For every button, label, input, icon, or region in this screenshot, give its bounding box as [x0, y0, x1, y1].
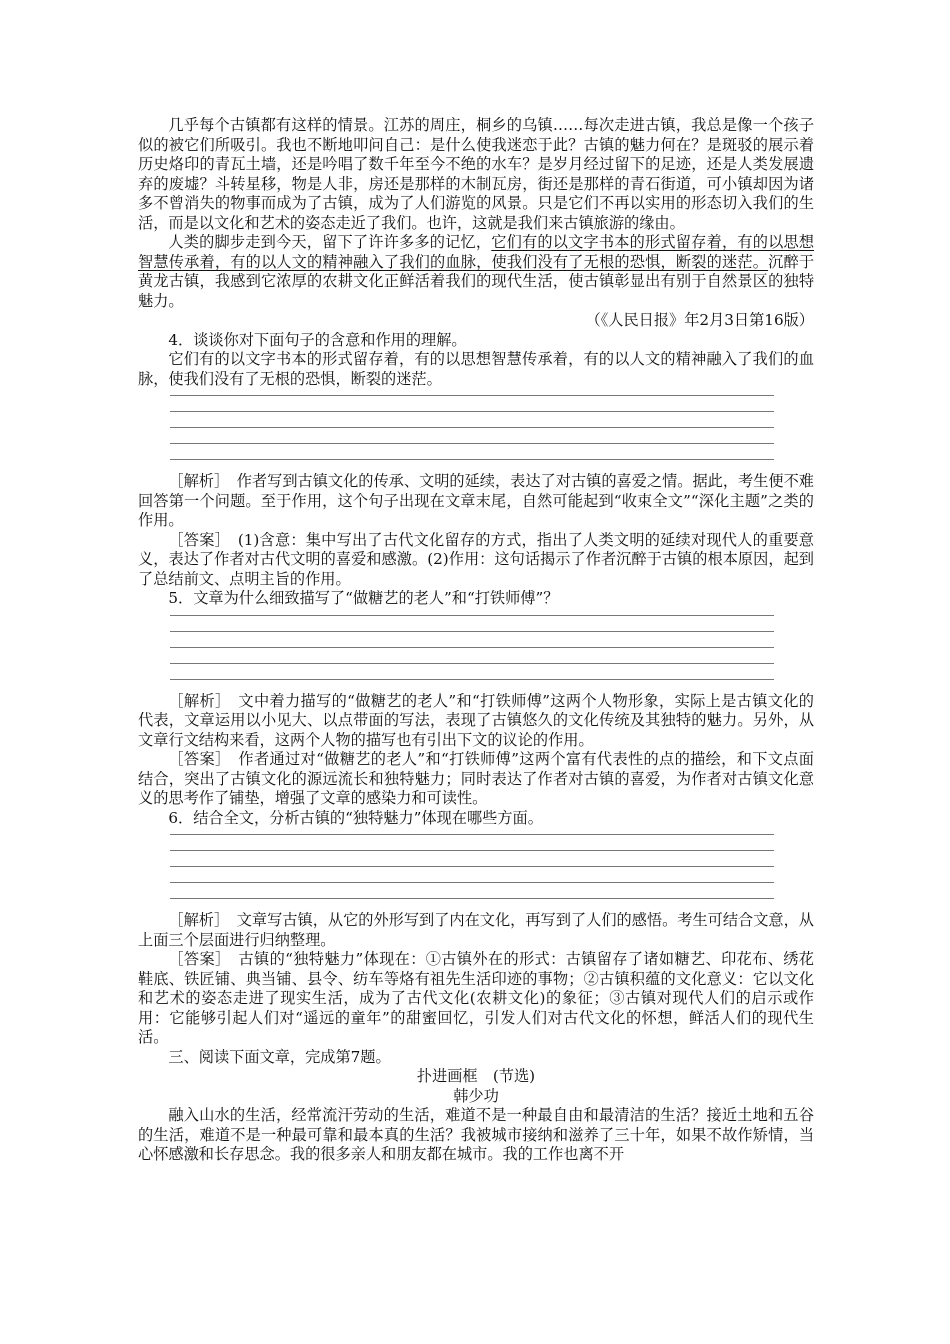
answer-line	[170, 647, 774, 648]
answer-line	[170, 882, 774, 883]
paragraph-2-lead: 人类的脚步走到今天，留下了许许多多的记忆，	[168, 233, 492, 251]
answer-line	[170, 615, 774, 616]
underlined-key-sentence: 它们有的以文字书本的形式留存着，有的以思想智慧传承着，有的以人文的精神融入了我们的血脉，使我们没有了无根的恐惧，断裂的迷茫。	[138, 233, 815, 271]
answer-line	[170, 850, 774, 851]
answer-line	[170, 443, 774, 444]
article-paragraph-1: 融入山水的生活，经常流汗劳动的生活，难道不是一种最自由和最清洁的生活？接近土地和五谷的生活，难道不是一种最可靠和最本真的生活？我被城市接纳和滋养了三十年，如果不故作矫情，当心怀感激和长存思念。我的很多亲人和朋友都在城市。我的工作也离不开	[138, 1106, 814, 1163]
passage-paragraph-1: 几乎每个古镇都有这样的情景。江苏的周庄，桐乡的乌镇……每次走进古镇，我总是像一个孩子似的被它们所吸引。我也不断地叩问自己：是什么使我迷恋于此？古镇的魅力何在？是斑驳的展示着历史烙印的青瓦土墙，还是吟唱了数千年至今不绝的水车？是岁月经过留下的足迹，还是人类发展遗弃的废墟？斗转星移，物是人非，房还是那样的木制瓦房，街还是那样的青石街道，可小镇却因为诸多不曾消失的物事而成为了古镇，成为了人们游览的风景。只是它们不再以实用的形态切入我们的生活，而是以文化和艺术的姿态走近了我们。也许，这就是我们来古镇旅游的缘由。	[138, 116, 814, 232]
article-title: 扑进画框 (节选)	[416, 1067, 536, 1085]
answer-line	[170, 663, 774, 664]
answer-lines-q4[interactable]	[138, 395, 814, 460]
answer-line	[170, 459, 774, 460]
question-6: 6．结合全文，分析古镇的“独特魅力”体现在哪些方面。	[168, 808, 543, 827]
answer-line	[170, 679, 774, 680]
question-4: 4．谈谈你对下面句子的含意和作用的理解。	[168, 330, 467, 349]
passage-paragraph-2	[138, 233, 814, 311]
answer-lines-q5[interactable]	[138, 615, 814, 680]
article-author: 韩少功	[453, 1086, 499, 1105]
q5-analysis: ［解析］ 文中着力描写的“做糖艺的老人”和“打铁师傅”这两个人物形象，实际上是古镇文化的代表，文章运用以小见大、以点带面的写法，表现了古镇悠久的文化传统及其独特的魅力。另外，从文章行文结构来看，这两个人物的描写也有引出下文的议论的作用。	[138, 691, 814, 749]
question-5: 5．文章为什么细致描写了“做糖艺的老人”和“打铁师傅”？	[168, 589, 559, 607]
q6-answer: ［答案］ 古镇的“独特魅力”体现在：①古镇外在的形式：古镇留存了诸如糖艺、印花布、绣花鞋底、铁匠铺、典当铺、县令、纺车等烙有祖先生活印迹的事物；②古镇积蕴的文化意义：它以文化和艺术的姿态走进了现实生活，成为了古代文化(农耕文化)的象征；③古镇对现代人们的启示或作用：它能够引起人们对“遥远的童年”的甜蜜回忆，引发人们对古代文化的怀想，鲜活人们的现代生活。	[138, 950, 814, 1046]
answer-lines-q6[interactable]	[138, 834, 814, 899]
answer-line	[170, 427, 774, 428]
document-page	[138, 116, 814, 1165]
q4-analysis: ［解析］ 作者写到古镇文化的传承、文明的延续，表达了对古镇的喜爱之情。据此，考生便不难回答第一个问题。至于作用，这个句子出现在文章末尾，自然可能起到“收束全文”“深化主题”之类的作用。	[138, 472, 814, 529]
answer-line	[170, 631, 774, 632]
answer-line	[170, 866, 774, 867]
q5-answer: ［答案］ 作者通过对“做糖艺的老人”和“打铁师傅”这两个富有代表性的点的描绘，和下文点面结合，突出了古镇文化的源远流长和独特魅力；同时表达了作者对古镇的喜爱，为作者对古镇文化意义的思考作了铺垫，增强了文章的感染力和可读性。	[138, 750, 814, 807]
source-citation: （《人民日报》年2月3日第16版）	[585, 311, 814, 329]
paragraph-2-tail: 沉醉于黄龙古镇，我感到它浓厚的农耕文化正鲜活着我们的现代生活，使古镇彰显出有别于自然景区的独特魅力。	[138, 252, 815, 310]
answer-line	[170, 411, 774, 412]
q6-analysis: ［解析］ 文章写古镇，从它的外形写到了内在文化，再写到了人们的感悟。考生可结合文意，从上面三个层面进行归纳整理。	[138, 911, 814, 949]
q4-answer: ［答案］ (1)含意：集中写出了古代文化留存的方式，指出了人类文明的延续对现代人的重要意义，表达了作者对古代文明的喜爱和感激。(2)作用：这句话揭示了作者沉醉于古镇的根本原因，起到了总结前文、点明主旨的作用。	[138, 530, 814, 588]
question-4-quote: 它们有的以文字书本的形式留存着，有的以思想智慧传承着，有的以人文的精神融入了我们的血脉，使我们没有了无根的恐惧，断裂的迷茫。	[138, 350, 814, 388]
answer-line	[170, 898, 774, 899]
answer-line	[170, 395, 774, 396]
section-3-instruction: 三、阅读下面文章，完成第7题。	[168, 1047, 391, 1066]
answer-line	[170, 834, 774, 835]
